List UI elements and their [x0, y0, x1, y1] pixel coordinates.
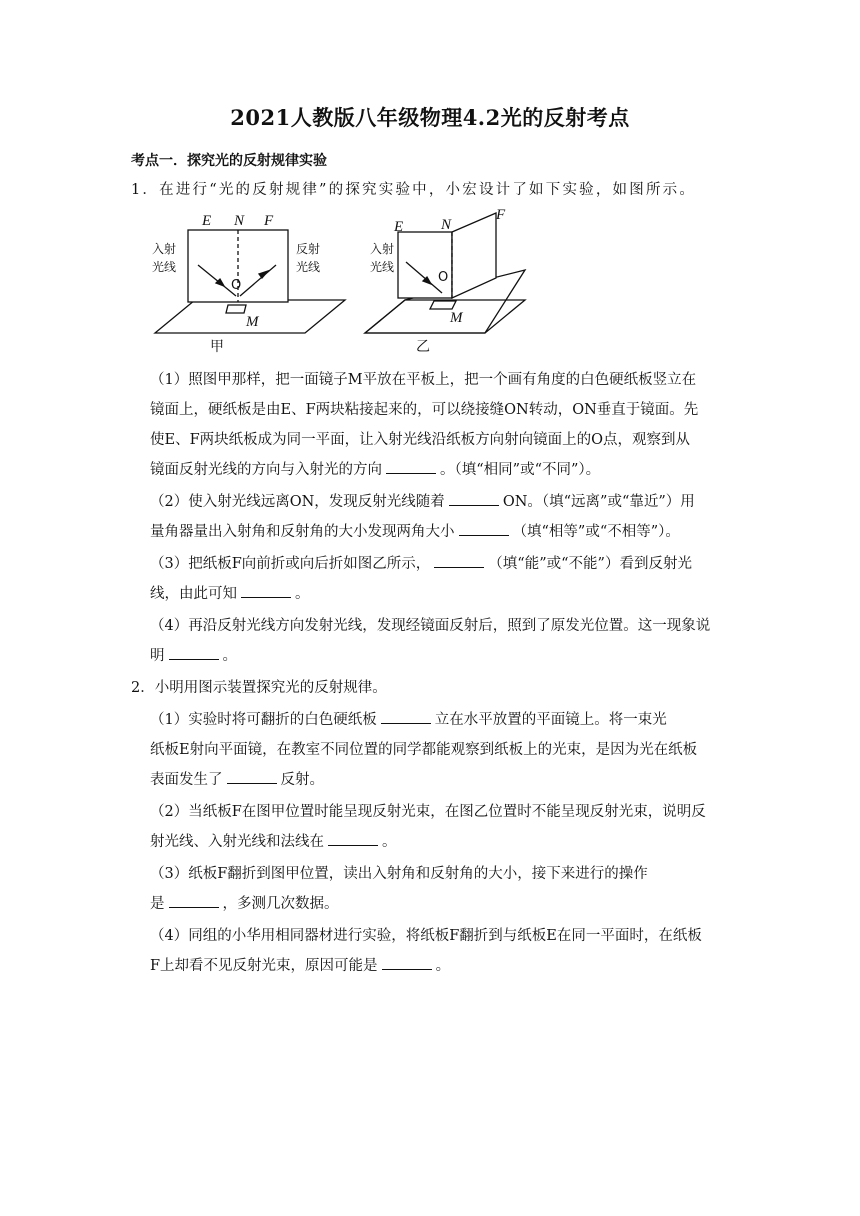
answer-blank[interactable]: [382, 957, 432, 970]
q2-p2-line2-a: 射光线、入射光线和法线在: [150, 834, 324, 850]
q2-p2-line2: [150, 830, 397, 851]
answer-blank[interactable]: [381, 711, 431, 724]
q1-p1-line4-a: 镜面反射光线的方向与入射光的方向: [150, 462, 382, 478]
answer-blank[interactable]: [169, 895, 219, 908]
q2-p3-line2: [150, 892, 339, 913]
label-O-right: O: [438, 270, 449, 285]
answer-blank[interactable]: [434, 555, 484, 568]
answer-blank[interactable]: [169, 647, 219, 660]
q2-p1-line1: [150, 708, 667, 729]
caption-jia: 甲: [210, 339, 224, 355]
q1-p2-line2: [150, 520, 680, 541]
label-M-right: M: [450, 310, 463, 326]
q1-p2-line2-a: 量角器量出入射角和反射角的大小发现两角大小: [150, 524, 455, 540]
q1-p3-line1-a: （3）把纸板F向前折或向后折如图乙所示，: [150, 556, 431, 572]
q2-p1-line2: 纸板E射向平面镜，在教室不同位置的同学都能观察到纸板上的光束，是因为光在纸板: [150, 742, 698, 758]
q1-p1-line2: 镜面上，硬纸板是由E、F两块粘接起来的，可以绕接缝ON转动，ON垂直于镜面。先: [150, 402, 699, 418]
answer-blank[interactable]: [328, 833, 378, 846]
answer-blank[interactable]: [386, 461, 436, 474]
q1-p3-line2-b: 。: [295, 586, 310, 602]
q1-p1-line4: [150, 458, 600, 479]
q1-p1-line3: 使E、F两块纸板成为同一平面，让入射光线沿纸板方向射向镜面上的O点，观察到从: [150, 432, 691, 448]
q1-p3-line2-a: 线，由此可知: [150, 586, 237, 602]
label-M-left: M: [246, 314, 259, 330]
q1-p3-line2: [150, 582, 310, 603]
question-1-intro: 1．在进行“光的反射规律”的探究实验中，小宏设计了如下实验，如图所示。: [131, 182, 697, 198]
q1-p3-line1: [150, 552, 692, 573]
q1-p2-line1: [150, 490, 695, 511]
q2-p3-line1: （3）纸板F翻折到图甲位置，读出入射角和反射角的大小，接下来进行的操作: [150, 866, 648, 882]
label-E-left: E: [202, 213, 212, 229]
label-incident2-left: 光线: [152, 260, 177, 274]
q2-p4-line2: [150, 954, 450, 975]
experiment-figure: [150, 205, 550, 355]
answer-blank[interactable]: [449, 493, 499, 506]
q1-p4-line2-a: 明: [150, 648, 165, 664]
q2-p2-line2-b: 。: [382, 834, 397, 850]
label-F-right: F: [496, 207, 506, 223]
section-heading: 考点一．探究光的反射规律实验: [131, 153, 327, 169]
label-incident2-right: 光线: [370, 260, 395, 274]
q1-p2-line2-b: （填“相等”或“不相等”）。: [512, 524, 680, 540]
caption-yi: 乙: [416, 339, 430, 355]
q2-p4-line2-b: 。: [435, 958, 451, 974]
q1-p2-line1-a: （2）使入射光线远离ON，发现反射光线随着: [150, 494, 445, 510]
label-E-right: E: [394, 219, 404, 235]
q2-p1-line1-b: 立在水平放置的平面镜上。将一束光: [434, 712, 667, 728]
label-F-left: F: [264, 213, 274, 229]
q2-p3-line2-a: 是: [150, 896, 165, 912]
question-2-intro: 2．小明用图示装置探究光的反射规律。: [131, 680, 387, 696]
q1-p1-line1: （1）照图甲那样，把一面镜子M平放在平板上，把一个画有角度的白色硬纸板竖立在: [150, 372, 697, 388]
q2-p2-line1: （2）当纸板F在图甲位置时能呈现反射光束，在图乙位置时不能呈现反射光束，说明反: [150, 804, 706, 820]
label-reflect2-left: 光线: [296, 260, 321, 274]
label-N-left: N: [234, 213, 245, 229]
document-title: 2021人教版八年级物理4.2光的反射考点: [230, 105, 630, 130]
answer-blank[interactable]: [241, 585, 291, 598]
answer-blank[interactable]: [227, 771, 277, 784]
q2-p1-line1-a: （1）实验时将可翻折的白色硬纸板: [150, 712, 377, 728]
q1-p4-line2: [150, 644, 237, 665]
q1-p3-line1-b: （填“能”或“不能”）看到反射光: [488, 556, 692, 572]
label-N-right: N: [441, 217, 452, 233]
q1-p4-line1: （4）再沿反射光线方向发射光线，发现经镜面反射后，照到了原发光位置。这一现象说: [150, 618, 711, 634]
label-incident-left: 入射: [152, 242, 177, 256]
q2-p1-line3: [150, 768, 324, 789]
q1-p4-line2-b: 。: [222, 648, 237, 664]
label-O-left: O: [231, 278, 242, 293]
q2-p4-line2-a: F上却看不见反射光束，原因可能是: [150, 958, 378, 974]
q2-p1-line3-b: 反射。: [280, 772, 324, 788]
q2-p1-line3-a: 表面发生了: [150, 772, 223, 788]
q2-p4-line1: （4）同组的小华用相同器材进行实验，将纸板F翻折到与纸板E在同一平面时，在纸板: [150, 928, 702, 944]
q1-p1-line4-b: 。（填“相同”或“不同”）。: [440, 462, 601, 478]
label-reflect-left: 反射: [296, 242, 321, 256]
label-incident-right: 入射: [370, 242, 395, 256]
answer-blank[interactable]: [459, 523, 509, 536]
q1-p2-line1-b: ON。（填“远离”或“靠近”）用: [502, 494, 695, 510]
q2-p3-line2-b: ，多测几次数据。: [222, 896, 339, 912]
